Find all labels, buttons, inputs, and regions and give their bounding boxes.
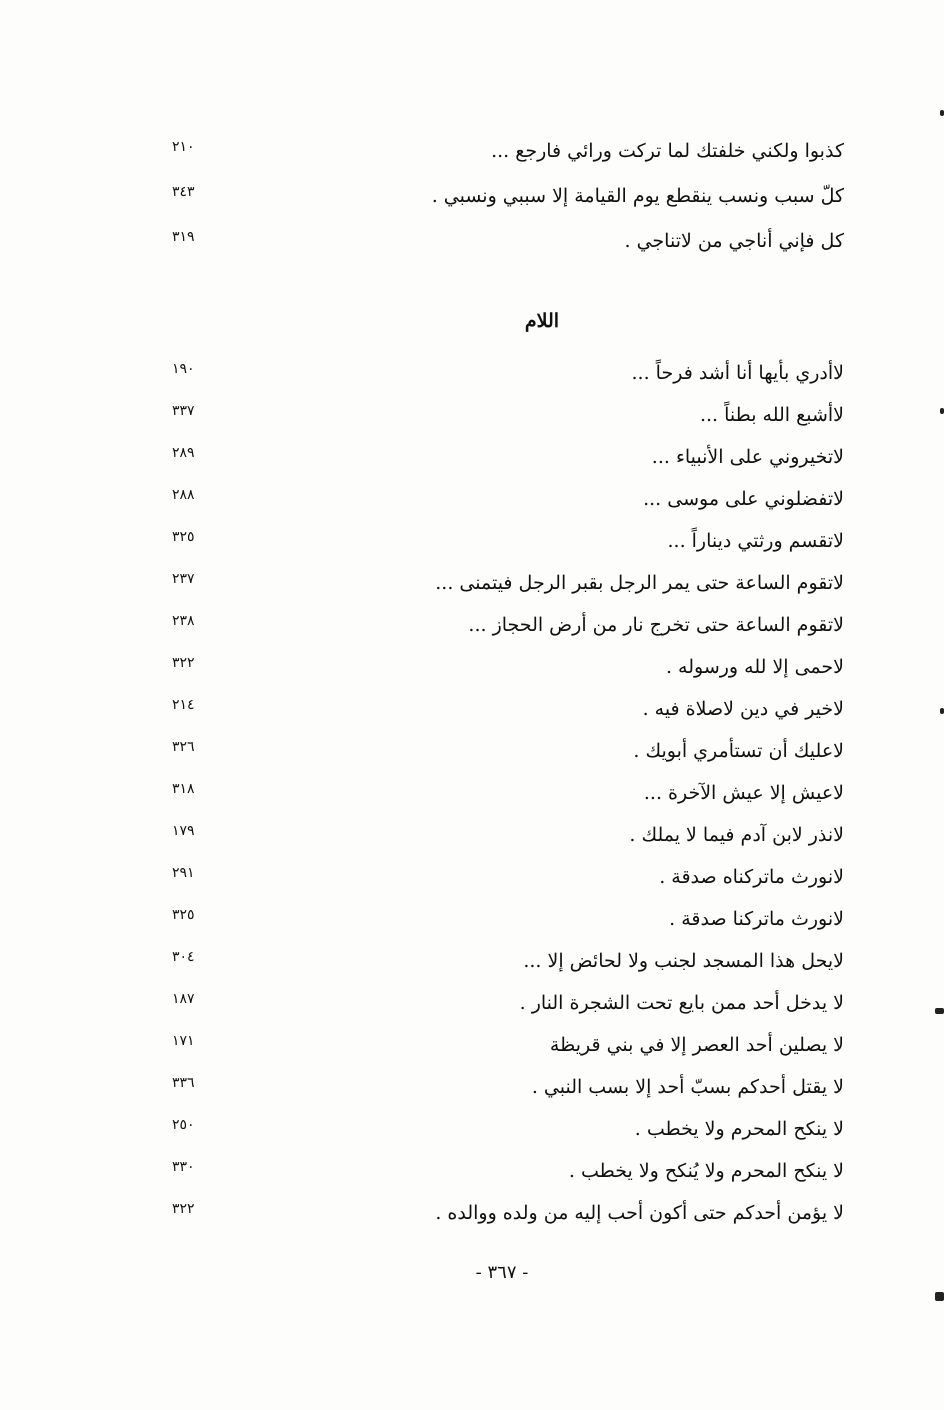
entry-text: لاأدري بأيها أنا أشد فرحاً ... — [631, 362, 844, 384]
index-entry — [164, 400, 844, 442]
entry-page-number: ٢١٠ — [172, 139, 195, 155]
entry-page-number: ١٧١ — [172, 1033, 195, 1049]
entry-text: لا ينكح المحرم ولا يخطب . — [634, 1118, 844, 1140]
entry-page-number: ٣٢٦ — [172, 739, 195, 755]
entry-page-number: ٣٣٠ — [172, 1159, 195, 1175]
entry-page-number: ١٩٠ — [172, 361, 195, 377]
entry-page-number: ٢٣٨ — [172, 613, 195, 629]
entry-page-number: ٣٢٢ — [172, 655, 195, 671]
entry-page-number: ٣١٨ — [172, 781, 195, 797]
entry-text: لا يصلين أحد العصر إلا في بني قريظة — [549, 1034, 844, 1056]
entry-text: لاتقوم الساعة حتى تخرج نار من أرض الحجاز ... — [468, 614, 844, 636]
entry-page-number: ٣٢٢ — [172, 1201, 195, 1217]
index-entry — [164, 988, 844, 1030]
index-entry — [164, 736, 844, 778]
scan-edge-mark — [935, 1292, 944, 1301]
index-entry — [164, 568, 844, 610]
index-entry — [164, 946, 844, 988]
entry-text: لاحمى إلا لله ورسوله . — [665, 656, 844, 678]
entry-text: كلّ سبب ونسب ينقطع يوم القيامة إلا سببي ونسبي . — [431, 185, 844, 207]
scan-edge-mark — [935, 1008, 944, 1014]
index-entry — [164, 226, 844, 271]
entry-page-number: ٣١٩ — [172, 229, 195, 245]
index-entry — [164, 484, 844, 526]
index-entry — [164, 181, 844, 226]
index-entry — [164, 358, 844, 400]
scan-edge-mark — [940, 408, 944, 414]
entry-text: لاعليك أن تستأمري أبويك . — [633, 740, 844, 762]
entries-kaf-section — [164, 136, 844, 271]
entry-text: كذبوا ولكني خلفتك لما تركت ورائي فارجع ... — [491, 140, 844, 162]
index-entry — [164, 652, 844, 694]
entry-page-number: ٢٨٨ — [172, 487, 195, 503]
entry-page-number: ٢٥٠ — [172, 1117, 195, 1133]
index-entry — [164, 1156, 844, 1198]
index-entry — [164, 862, 844, 904]
entry-page-number: ٢٣٧ — [172, 571, 195, 587]
index-entry — [164, 778, 844, 820]
entry-page-number: ٣٤٣ — [172, 184, 195, 200]
entry-page-number: ٢٨٩ — [172, 445, 195, 461]
entry-text: لاتخيروني على الأنبياء ... — [651, 446, 844, 468]
entry-text: لاخير في دين لاصلاة فيه . — [642, 698, 844, 720]
entry-page-number: ٣٢٥ — [172, 907, 195, 923]
entry-text: لاتقوم الساعة حتى يمر الرجل بقبر الرجل فيتمنى ... — [435, 572, 844, 594]
entries-lam-section — [164, 358, 844, 1240]
entry-text: لاتفضلوني على موسى ... — [643, 488, 844, 510]
entry-text: لانذر لابن آدم فيما لا يملك . — [629, 824, 844, 846]
entry-text: لا يقتل أحدكم بسبّ أحد إلا بسب النبي . — [531, 1076, 844, 1098]
index-entry — [164, 820, 844, 862]
entry-page-number: ٣٣٧ — [172, 403, 195, 419]
entry-text: لاتقسم ورثتي ديناراً ... — [667, 530, 844, 552]
entry-page-number: ٣٠٤ — [172, 949, 195, 965]
entry-page-number: ١٨٧ — [172, 991, 195, 1007]
index-entry — [164, 904, 844, 946]
scan-edge-mark — [940, 110, 944, 116]
entry-text: لا يؤمن أحدكم حتى أكون أحب إليه من ولده ووالده . — [435, 1202, 844, 1224]
index-entry — [164, 1114, 844, 1156]
entry-text: لا ينكح المحرم ولا يُنكح ولا يخطب . — [568, 1160, 844, 1182]
entry-text: لا يدخل أحد ممن بايع تحت الشجرة النار . — [519, 992, 844, 1014]
entry-text: لاأشبع الله بطناً ... — [699, 404, 844, 426]
entry-page-number: ٣٢٥ — [172, 529, 195, 545]
entry-text: لانورث ماتركناه صدقة . — [659, 866, 844, 888]
index-entry — [164, 694, 844, 736]
page-number: - ٣٦٧ - — [475, 1262, 529, 1283]
entry-text: لايحل هذا المسجد لجنب ولا لحائض إلا ... — [523, 950, 844, 972]
scan-edge-mark — [940, 708, 944, 714]
entry-text: لانورث ماتركنا صدقة . — [669, 908, 844, 930]
index-entry — [164, 1030, 844, 1072]
index-entry — [164, 610, 844, 652]
entry-text: لاعيش إلا عيش الآخرة ... — [643, 782, 844, 804]
index-entry — [164, 442, 844, 484]
index-entry — [164, 136, 844, 181]
index-entry — [164, 526, 844, 568]
entry-page-number: ٢١٤ — [172, 697, 195, 713]
entry-page-number: ٢٩١ — [172, 865, 195, 881]
entry-page-number: ٣٣٦ — [172, 1075, 195, 1091]
index-entry — [164, 1198, 844, 1240]
index-entry — [164, 1072, 844, 1114]
entry-text: كل فإني أناجي من لاتناجي . — [624, 230, 844, 252]
section-heading: اللام — [524, 310, 560, 332]
entry-page-number: ١٧٩ — [172, 823, 195, 839]
